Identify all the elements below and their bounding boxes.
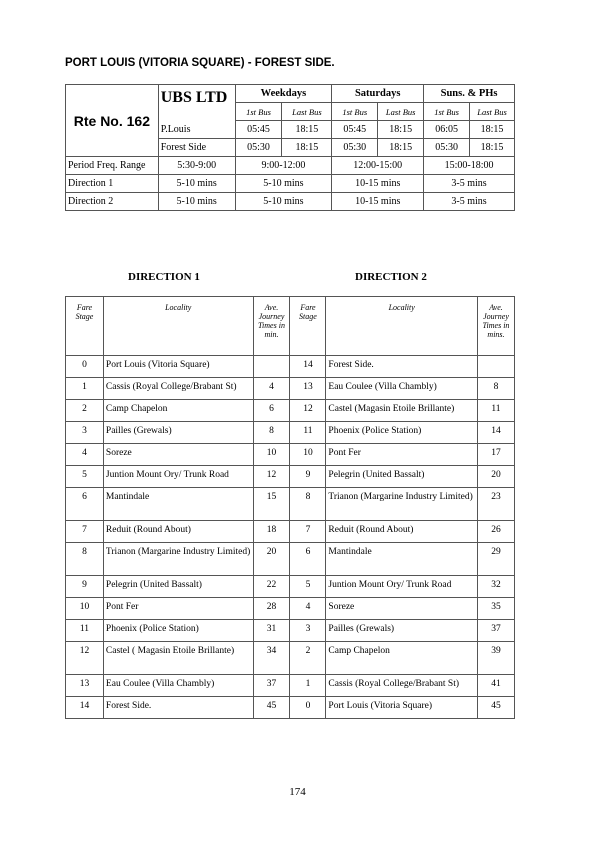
table-row xyxy=(66,675,515,697)
fare-stage-cell: 14 xyxy=(290,356,326,378)
page-title: PORT LOUIS (VITORIA SQUARE) - FOREST SIDE. xyxy=(65,57,335,69)
fare-stage-cell: 0 xyxy=(290,697,326,719)
locality-cell: Castel ( Magasin Etoile Brillante) xyxy=(103,642,253,675)
locality-cell: Castel (Magasin Etoile Brillante) xyxy=(326,400,478,422)
fare-stage-cell: 11 xyxy=(66,620,104,642)
fare-stage-cell: 12 xyxy=(290,400,326,422)
table-row xyxy=(66,157,515,175)
journey-time-cell: 31 xyxy=(253,620,290,642)
locality-cell: Mantindale xyxy=(103,488,253,521)
journey-time-cell: 45 xyxy=(253,697,290,719)
fare-stage-cell: 1 xyxy=(290,675,326,697)
period-cell: 12:00-15:00 xyxy=(332,157,424,175)
time-cell: 18:15 xyxy=(470,121,515,139)
period-label: Period Freq. Range xyxy=(66,157,159,175)
fare-stage-cell: 10 xyxy=(290,444,326,466)
journey-time-cell: 20 xyxy=(253,543,290,576)
table-row xyxy=(66,598,515,620)
table-row xyxy=(66,620,515,642)
journey-time-cell: 10 xyxy=(253,444,290,466)
locality-header: Locality xyxy=(103,297,253,356)
journey-time-header: Ave. Journey Times in mins. xyxy=(477,297,514,356)
fare-stage-cell: 8 xyxy=(66,543,104,576)
locality-cell: Trianon (Margarine Industry Limited) xyxy=(103,543,253,576)
fare-stage-header: Fare Stage xyxy=(66,297,104,356)
time-cell: 05:45 xyxy=(235,121,282,139)
stage-header-row xyxy=(66,297,515,356)
journey-time-cell: 11 xyxy=(477,400,514,422)
fare-stage-cell: 5 xyxy=(66,466,104,488)
time-cell: 18:15 xyxy=(378,139,424,157)
period-cell: 9:00-12:00 xyxy=(235,157,332,175)
locality-cell: Juntion Mount Ory/ Trunk Road xyxy=(326,576,478,598)
time-cell: 05:30 xyxy=(424,139,470,157)
freq-cell: 5-10 mins xyxy=(235,175,332,193)
locality-cell: Forest Side. xyxy=(103,697,253,719)
journey-time-cell xyxy=(253,356,290,378)
freq-cell: 3-5 mins xyxy=(424,193,515,211)
last-bus-header: Last Bus xyxy=(282,103,332,121)
time-cell: 05:30 xyxy=(332,139,378,157)
time-cell: 05:30 xyxy=(235,139,282,157)
locality-cell: Pelegrin (United Bassalt) xyxy=(103,576,253,598)
locality-cell: Mantindale xyxy=(326,543,478,576)
journey-time-header: Ave. Journey Times in min. xyxy=(253,297,290,356)
table-row xyxy=(66,193,515,211)
journey-time-cell: 15 xyxy=(253,488,290,521)
table-row xyxy=(66,444,515,466)
table-row xyxy=(66,543,515,576)
time-cell: 05:45 xyxy=(332,121,378,139)
table-row xyxy=(66,642,515,675)
locality-cell: Eau Coulee (Villa Chambly) xyxy=(103,675,253,697)
place-cell: P.Louis xyxy=(158,121,235,139)
period-cell: 15:00-18:00 xyxy=(424,157,515,175)
group-header: Suns. & PHs xyxy=(424,85,515,103)
table-row xyxy=(66,422,515,444)
fare-stage-cell: 0 xyxy=(66,356,104,378)
locality-header: Locality xyxy=(326,297,478,356)
table-row xyxy=(66,697,515,719)
fare-stage-cell: 9 xyxy=(66,576,104,598)
freq-cell: 10-15 mins xyxy=(332,175,424,193)
journey-time-cell: 45 xyxy=(477,697,514,719)
journey-time-cell: 18 xyxy=(253,521,290,543)
fare-stage-cell: 1 xyxy=(66,378,104,400)
freq-cell: 3-5 mins xyxy=(424,175,515,193)
journey-time-cell: 8 xyxy=(253,422,290,444)
locality-cell: Reduit (Round About) xyxy=(326,521,478,543)
locality-cell: Phoenix (Police Station) xyxy=(326,422,478,444)
locality-cell: Forest Side. xyxy=(326,356,478,378)
journey-time-cell: 26 xyxy=(477,521,514,543)
locality-cell: Trianon (Margarine Industry Limited) xyxy=(326,488,478,521)
fare-stage-cell: 6 xyxy=(290,543,326,576)
locality-cell: Port Louis (Vitoria Square) xyxy=(326,697,478,719)
locality-cell: Camp Chapelon xyxy=(103,400,253,422)
freq-cell: 5-10 mins xyxy=(158,175,235,193)
journey-time-cell: 32 xyxy=(477,576,514,598)
table-row xyxy=(66,356,515,378)
time-cell: 18:15 xyxy=(470,139,515,157)
fare-stage-cell: 12 xyxy=(66,642,104,675)
table-row xyxy=(66,576,515,598)
locality-cell: Port Louis (Vitoria Square) xyxy=(103,356,253,378)
fare-stage-cell: 11 xyxy=(290,422,326,444)
journey-time-cell: 28 xyxy=(253,598,290,620)
period-cell: 5:30-9:00 xyxy=(158,157,235,175)
fare-stage-cell: 2 xyxy=(66,400,104,422)
time-cell: 18:15 xyxy=(282,139,332,157)
time-cell: 18:15 xyxy=(378,121,424,139)
locality-cell: Pailles (Grewals) xyxy=(326,620,478,642)
fare-stage-cell: 13 xyxy=(290,378,326,400)
table-row xyxy=(66,400,515,422)
first-bus-header: 1st Bus xyxy=(332,103,378,121)
fare-stages-table xyxy=(65,296,515,719)
route-number: Rte No. 162 xyxy=(66,85,159,157)
journey-time-cell: 23 xyxy=(477,488,514,521)
fare-stage-cell: 9 xyxy=(290,466,326,488)
journey-time-cell xyxy=(477,356,514,378)
locality-cell: Soreze xyxy=(103,444,253,466)
locality-cell: Soreze xyxy=(326,598,478,620)
direction-label: Direction 2 xyxy=(66,193,159,211)
journey-time-cell: 37 xyxy=(253,675,290,697)
journey-time-cell: 39 xyxy=(477,642,514,675)
table-row xyxy=(66,175,515,193)
fare-stage-header: Fare Stage xyxy=(290,297,326,356)
journey-time-cell: 29 xyxy=(477,543,514,576)
journey-time-cell: 8 xyxy=(477,378,514,400)
table-row xyxy=(66,521,515,543)
freq-cell: 5-10 mins xyxy=(235,193,332,211)
locality-cell: Juntion Mount Ory/ Trunk Road xyxy=(103,466,253,488)
journey-time-cell: 37 xyxy=(477,620,514,642)
schedule-table xyxy=(65,84,515,211)
locality-cell: Cassis (Royal College/Brabant St) xyxy=(326,675,478,697)
locality-cell: Cassis (Royal College/Brabant St) xyxy=(103,378,253,400)
table-row xyxy=(66,488,515,521)
first-bus-header: 1st Bus xyxy=(424,103,470,121)
locality-cell: Pont Fer xyxy=(103,598,253,620)
locality-cell: Pelegrin (United Bassalt) xyxy=(326,466,478,488)
direction-1-title: DIRECTION 1 xyxy=(128,271,200,283)
fare-stage-cell: 7 xyxy=(66,521,104,543)
journey-time-cell: 34 xyxy=(253,642,290,675)
page-number: 174 xyxy=(289,786,306,798)
journey-time-cell: 14 xyxy=(477,422,514,444)
fare-stage-cell: 14 xyxy=(66,697,104,719)
time-cell: 18:15 xyxy=(282,121,332,139)
fare-stage-cell: 8 xyxy=(290,488,326,521)
direction-2-title: DIRECTION 2 xyxy=(355,271,427,283)
locality-cell: Reduit (Round About) xyxy=(103,521,253,543)
journey-time-cell: 41 xyxy=(477,675,514,697)
locality-cell: Pailles (Grewals) xyxy=(103,422,253,444)
fare-stage-cell: 3 xyxy=(66,422,104,444)
fare-stage-cell: 7 xyxy=(290,521,326,543)
fare-stage-cell: 2 xyxy=(290,642,326,675)
fare-stage-cell: 6 xyxy=(66,488,104,521)
freq-cell: 5-10 mins xyxy=(158,193,235,211)
fare-stage-cell: 3 xyxy=(290,620,326,642)
table-row xyxy=(66,378,515,400)
last-bus-header: Last Bus xyxy=(378,103,424,121)
direction-label: Direction 1 xyxy=(66,175,159,193)
fare-stage-cell: 10 xyxy=(66,598,104,620)
journey-time-cell: 20 xyxy=(477,466,514,488)
last-bus-header: Last Bus xyxy=(470,103,515,121)
locality-cell: Camp Chapelon xyxy=(326,642,478,675)
first-bus-header: 1st Bus xyxy=(235,103,282,121)
locality-cell: Phoenix (Police Station) xyxy=(103,620,253,642)
locality-cell: Eau Coulee (Villa Chambly) xyxy=(326,378,478,400)
journey-time-cell: 4 xyxy=(253,378,290,400)
fare-stage-cell: 4 xyxy=(66,444,104,466)
place-cell: Forest Side xyxy=(158,139,235,157)
fare-stage-cell: 5 xyxy=(290,576,326,598)
locality-cell: Pont Fer xyxy=(326,444,478,466)
time-cell: 06:05 xyxy=(424,121,470,139)
fare-stage-cell: 4 xyxy=(290,598,326,620)
operator-name: UBS LTD xyxy=(158,85,235,121)
freq-cell: 10-15 mins xyxy=(332,193,424,211)
journey-time-cell: 35 xyxy=(477,598,514,620)
fare-stage-cell: 13 xyxy=(66,675,104,697)
group-header: Weekdays xyxy=(235,85,332,103)
journey-time-cell: 6 xyxy=(253,400,290,422)
table-row xyxy=(66,466,515,488)
journey-time-cell: 17 xyxy=(477,444,514,466)
journey-time-cell: 12 xyxy=(253,466,290,488)
group-header: Saturdays xyxy=(332,85,424,103)
journey-time-cell: 22 xyxy=(253,576,290,598)
